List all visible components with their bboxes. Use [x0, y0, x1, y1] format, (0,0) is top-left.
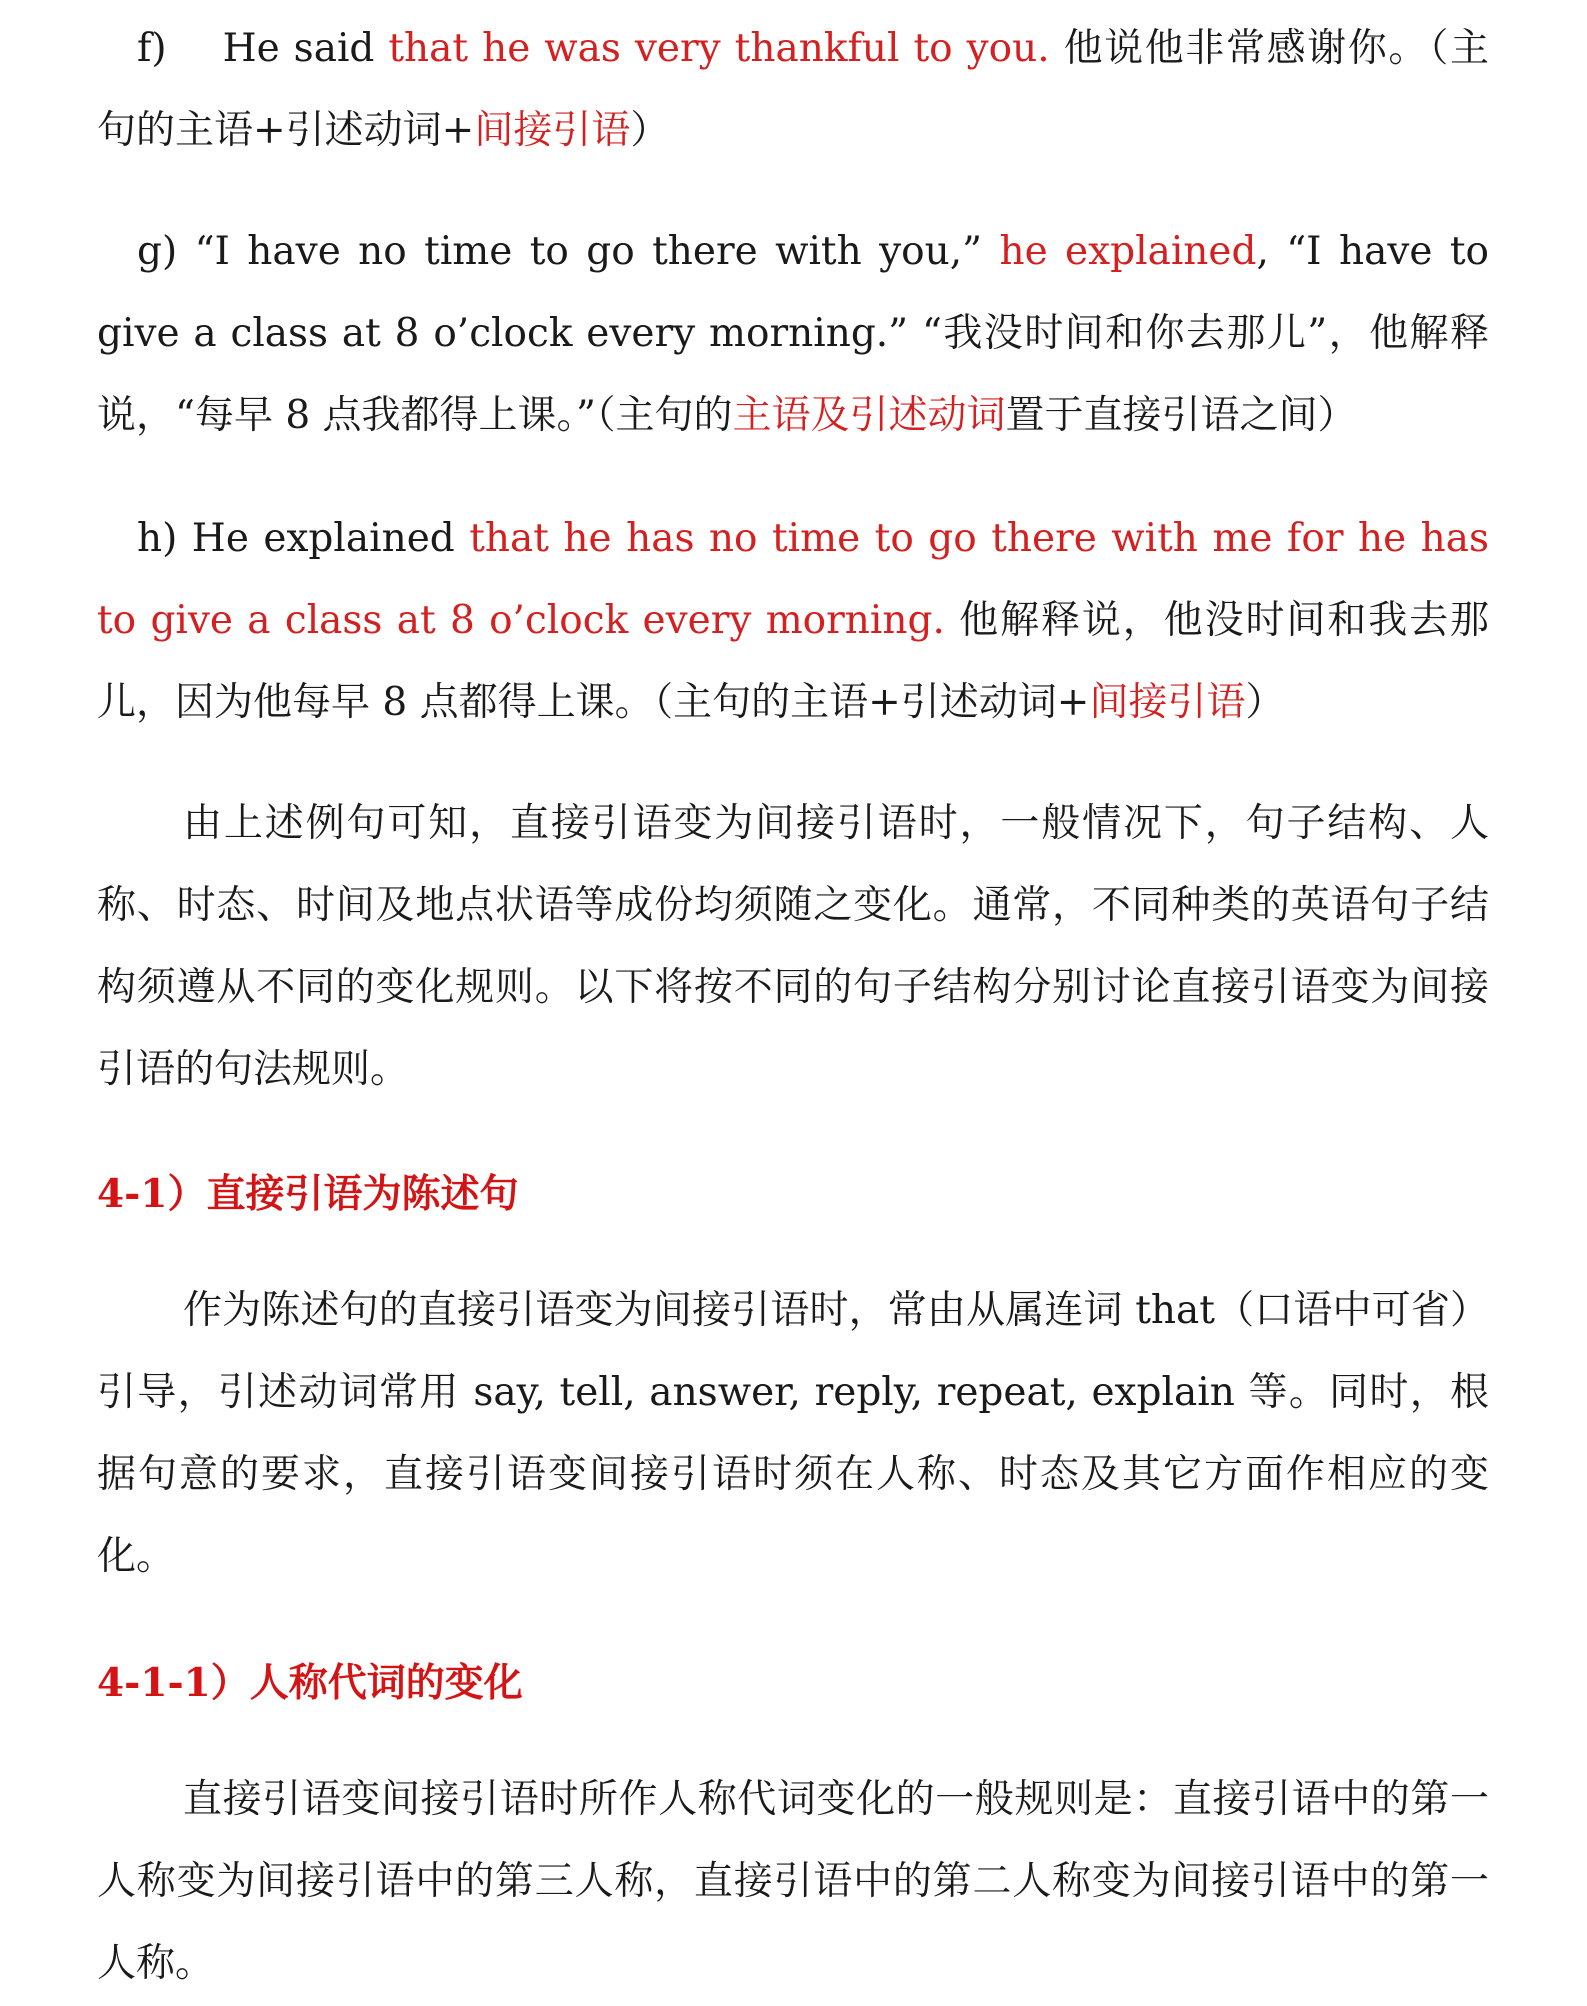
example-g-red-note: 主语及引述动词 — [732, 393, 1006, 438]
example-f-red-clause: that he was very thankful to you. — [388, 26, 1050, 71]
example-g-middle: , “I have to give a class at 8 o’clock every morning.” “我没时间和你去那儿”，他解释说，“每早 8 点我都得上课。”（主句的 — [97, 229, 1489, 438]
summary-paragraph: 由上述例句可知，直接引语变为间接引语时，一般情况下，句子结构、人称、时态、时间及地点状语等成份均须随之变化。通常，不同种类的英语句子结构须遵从不同的变化规则。以下将按不同的句子结构分别讨论直接引语变为间接引语的句法规则。 — [97, 801, 1489, 1092]
example-g-paragraph — [97, 211, 1489, 457]
example-g-start: g) “I have no time to go there with you,” — [137, 229, 1000, 274]
pronoun-rule-paragraph: 直接引语变间接引语时所作人称代词变化的一般规则是：直接引语中的第一人称变为间接引语中的第三人称，直接引语中的第二人称变为间接引语中的第一人称。 — [97, 1777, 1489, 1986]
example-h-end: ） — [1245, 680, 1285, 725]
example-f-label: f) — [137, 26, 167, 71]
example-f-text: He said — [222, 26, 389, 71]
example-h-paragraph — [97, 498, 1489, 744]
example-g-end: 置于直接引语之间） — [1005, 393, 1357, 438]
example-h-red-note: 间接引语 — [1089, 680, 1246, 725]
example-h-translation: 他解释说，他没时间和我去那儿，因为他每早 8 点都得上课。（主句的主语+引述动词+ — [97, 598, 1489, 725]
example-h-red-clause: that he has no time to go there with me for he has to give a class at 8 o’clock every morning. — [97, 516, 1489, 643]
example-f-paragraph — [97, 8, 1489, 172]
section-heading-4-1: 4-1）直接引语为陈述句 — [97, 1171, 519, 1217]
example-f-translation: 他说他非常感谢你。（主句的主语+引述动词+ — [97, 26, 1490, 153]
example-f-red-note: 间接引语 — [474, 108, 631, 153]
example-g-red-part: he explained — [999, 229, 1257, 274]
statement-rule-paragraph: 作为陈述句的直接引语变为间接引语时，常由从属连词 that（口语中可省）引导，引述动词常用 say, tell, answer, reply, repeat, explain 等。同时，根据句意的要求，直接引语变间接引语时须在人称、时态及其它方面作相应的变化。 — [97, 1288, 1489, 1579]
example-h-start: h) He explained — [137, 516, 470, 561]
section-heading-4-1-1: 4-1-1）人称代词的变化 — [97, 1660, 523, 1706]
example-f-note-close: ） — [630, 108, 670, 153]
